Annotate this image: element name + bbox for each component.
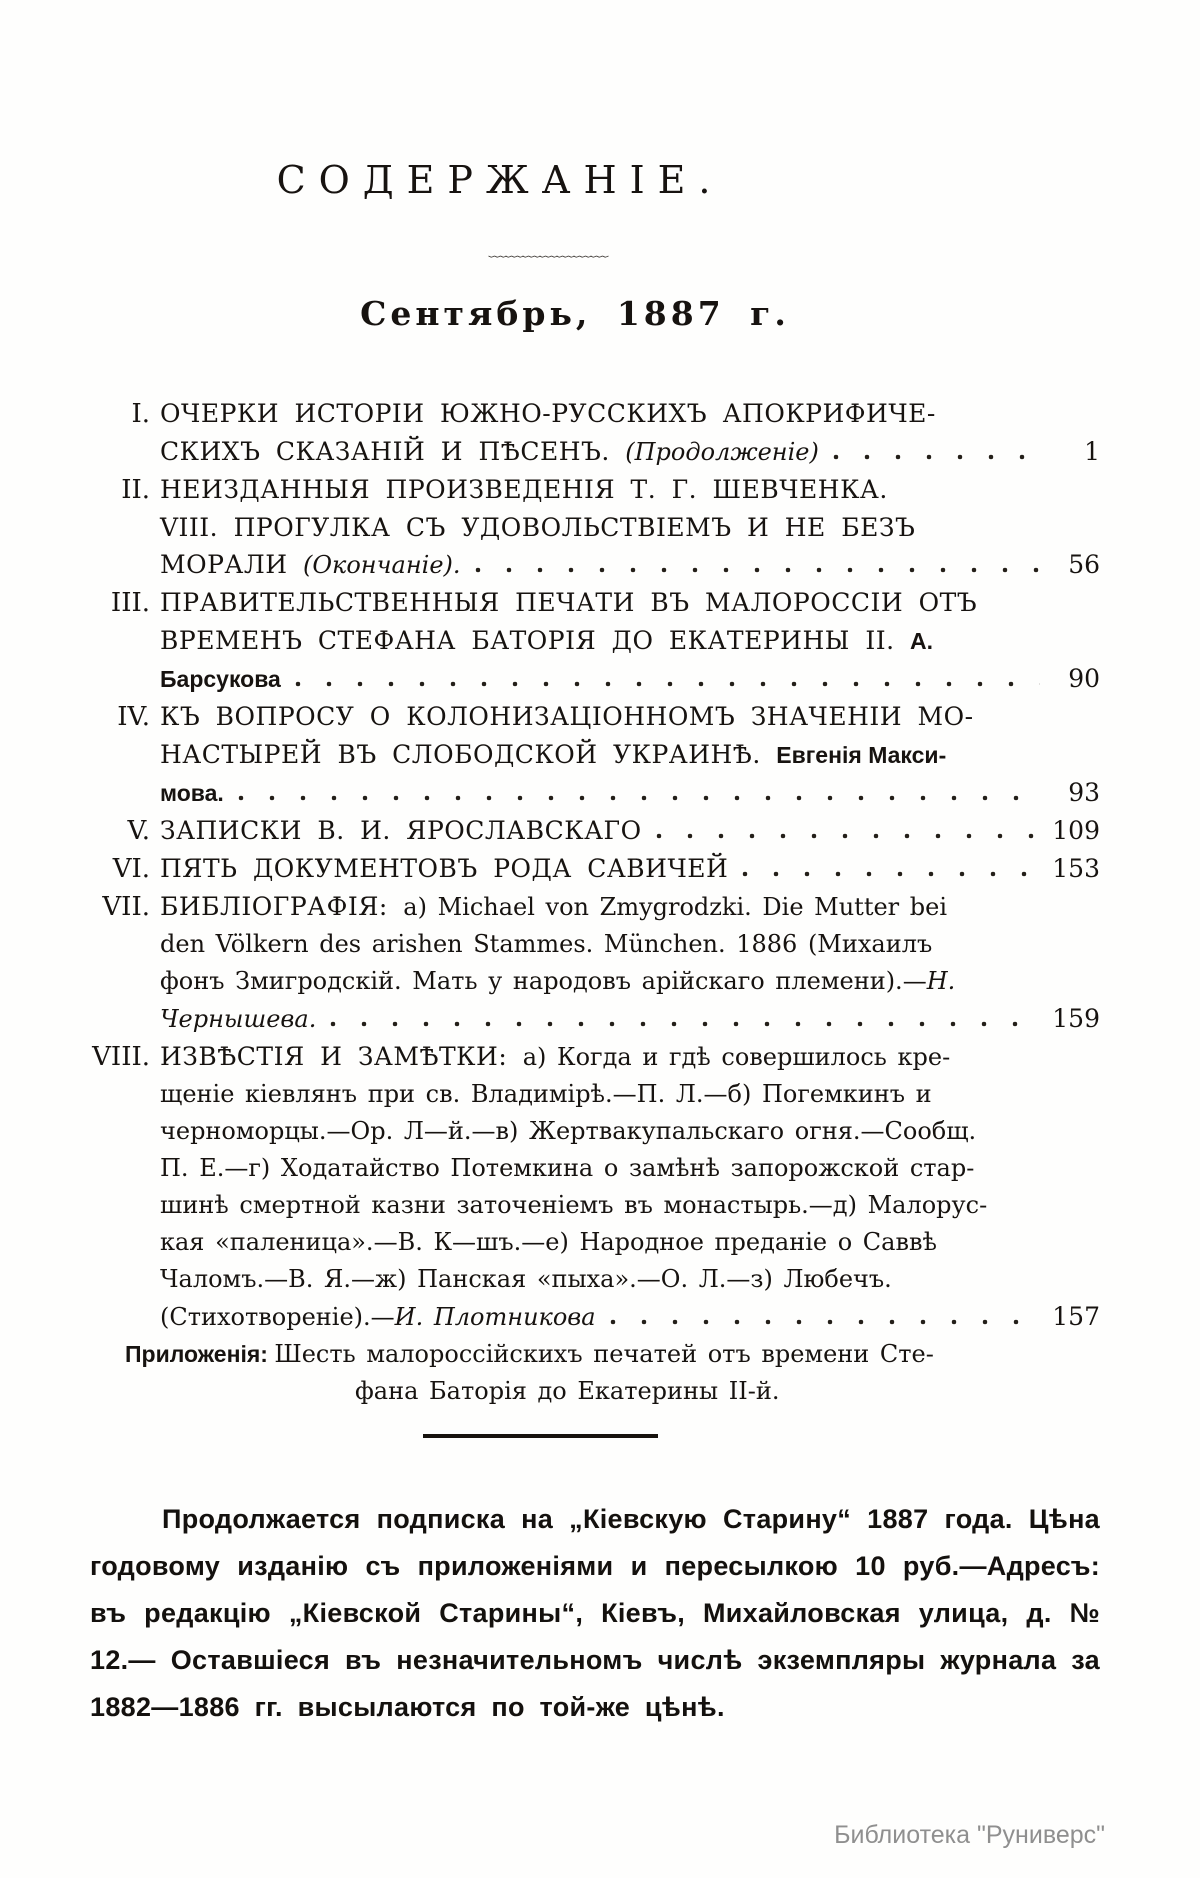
toc-line-text: Шесть малороссійскихъ печатей отъ времени Сте- — [274, 1340, 934, 1368]
toc-line-text: (Стихотвореніе).— — [160, 1303, 395, 1331]
toc-line-text: НЕИЗДАННЫЯ ПРОИЗВЕДЕНІЯ Т. Г. ШЕВЧЕНКА. — [160, 475, 888, 504]
toc-page-number: 157 — [1052, 1302, 1100, 1331]
toc-page-number: 93 — [1068, 778, 1100, 807]
toc-entry — [90, 888, 1100, 1038]
toc-line — [90, 395, 1100, 433]
subscription-announcement: Продолжается подписка на „Кіевскую Старину“ 1887 года. Цѣна годовому изданію съ приложеніями и пересылкою 10 руб.—Адресъ: въ редакцію „Кіевской Старины“, Кіевъ, Михайловская улица, д. № 12.— Оставшіеся въ незначительномъ числѣ экземпляры журнала за 1882—1886 гг. высылаются по той-же цѣнѣ. — [90, 1504, 1100, 1722]
dot-leader — [293, 679, 1040, 687]
toc-line-text: а) Michael von Zmygrodzki. Die Mutter bei — [403, 893, 948, 921]
toc-entry — [90, 698, 1100, 812]
toc-line — [90, 1224, 1100, 1261]
toc-line-text: фонъ Змигродскій. Мать у народовъ арійскаго племени).— — [160, 967, 927, 995]
toc-note-italic: (Окончаніе). — [302, 551, 461, 579]
dot-leader — [831, 452, 1040, 460]
section-divider — [423, 1434, 658, 1438]
toc-roman-numeral: VII. — [102, 892, 150, 922]
toc-line — [90, 736, 1100, 774]
toc-roman-numeral: V. — [127, 816, 150, 846]
toc-author: Барсукова — [160, 666, 281, 692]
toc-line-text: КЪ ВОПРОСУ О КОЛОНИЗАЦІОННОМЪ ЗНАЧЕНІИ МО- — [160, 702, 974, 731]
toc-line-text: МОРАЛИ — [160, 550, 303, 579]
toc-page-number: 90 — [1068, 664, 1100, 693]
toc-line — [90, 509, 1100, 546]
toc-line — [90, 1336, 1100, 1373]
toc-entry — [90, 1038, 1100, 1336]
toc-line — [90, 1261, 1100, 1298]
toc-line-text: ОЧЕРКИ ИСТОРІИ ЮЖНО-РУССКИХЪ АПОКРИФИЧЕ- — [160, 399, 936, 428]
toc-page-number: 159 — [1052, 1004, 1100, 1033]
toc-line-text: а) Когда и гдѣ совершилось кре- — [522, 1043, 951, 1071]
toc-line — [90, 698, 1100, 736]
toc-line — [90, 888, 1100, 926]
toc-entry — [90, 850, 1100, 888]
toc-page-number: 1 — [1084, 437, 1100, 466]
toc-line-text: den Völkern des arishen Stammes. München. 1886 (Михаилъ — [160, 930, 933, 958]
squiggle-ornament: ﹏﹏﹏﹏﹏﹏﹏ — [488, 240, 608, 258]
toc-line-text: СКИХЪ СКАЗАНІЙ И ПѢСЕНЪ. — [160, 437, 626, 466]
toc-roman-numeral: VIII. — [92, 1042, 150, 1072]
toc-line-text: Чаломъ.—В. Я.—ж) Панская «пыха».—О. Л.—з) Любечъ. — [160, 1265, 892, 1293]
table-of-contents — [90, 395, 1100, 1410]
dot-leader — [654, 831, 1039, 839]
dot-leader — [608, 1317, 1039, 1325]
toc-line-text: ЗАПИСКИ В. И. ЯРОСЛАВСКАГО — [160, 816, 642, 845]
toc-author: Н. — [926, 967, 956, 995]
toc-line-text: НАСТЫРЕЙ ВЪ СЛОБОДСКОЙ УКРАИНѢ. — [160, 740, 777, 769]
toc-line — [90, 1000, 1100, 1038]
toc-author: А. — [909, 628, 933, 654]
toc-author: мова. — [160, 780, 224, 806]
toc-line — [90, 546, 1100, 584]
issue-subtitle: Сентябрь, 1887 г. — [360, 294, 790, 333]
toc-note-italic: (Продолженіе) — [625, 438, 819, 466]
toc-line-text: черноморцы.—Ор. Л—й.—в) Жертвакупальскаго огня.—Сообщ. — [160, 1117, 977, 1145]
toc-entry — [90, 471, 1100, 584]
toc-line — [90, 660, 1100, 698]
toc-roman-numeral: I. — [131, 399, 150, 429]
toc-line — [90, 1187, 1100, 1224]
toc-page-number: 56 — [1068, 550, 1100, 579]
dot-leader — [328, 1019, 1038, 1027]
toc-line-text: ВРЕМЕНЪ СТЕФАНА БАТОРІЯ ДО ЕКАТЕРИНЫ II. — [160, 626, 910, 655]
toc-entry — [90, 584, 1100, 698]
toc-appendix — [90, 1336, 1100, 1410]
toc-line-text: фана Баторія до Екатерины II-й. — [355, 1377, 780, 1405]
dot-leader — [236, 793, 1040, 801]
toc-roman-numeral: IV. — [117, 702, 150, 732]
toc-line-text: ПРАВИТЕЛЬСТВЕННЫЯ ПЕЧАТИ ВЪ МАЛОРОССІИ ОТЪ — [160, 588, 978, 617]
toc-page-number: 109 — [1052, 816, 1100, 845]
toc-line — [90, 471, 1100, 509]
toc-line — [90, 850, 1100, 888]
toc-line-text: VIII. ПРОГУЛКА СЪ УДОВОЛЬСТВІЕМЪ И НЕ БЕЗЪ — [160, 513, 916, 542]
toc-line — [90, 584, 1100, 622]
toc-author: И. Плотникова — [394, 1303, 596, 1331]
page-title: СОДЕРЖАНІЕ. — [276, 158, 724, 202]
dot-leader — [740, 869, 1038, 877]
toc-line — [90, 963, 1100, 1000]
toc-entry — [90, 812, 1100, 850]
toc-line — [90, 1298, 1100, 1336]
toc-line — [90, 926, 1100, 963]
toc-line-text: кая «паленица».—В. К—шъ.—е) Народное преданіе о Саввѣ — [160, 1228, 937, 1256]
toc-line-text: шинѣ смертной казни заточеніемъ въ монастырь.—д) Малорус- — [160, 1191, 988, 1219]
toc-roman-numeral: III. — [110, 588, 150, 618]
toc-page-number: 153 — [1052, 854, 1100, 883]
toc-line — [90, 1113, 1100, 1150]
toc-author: Евгенія Макси- — [776, 742, 947, 768]
toc-line — [90, 812, 1100, 850]
toc-line — [90, 1076, 1100, 1113]
toc-line — [90, 1373, 1100, 1410]
toc-roman-numeral: II. — [121, 475, 150, 505]
toc-line-text: щеніе кіевлянъ при св. Владимірѣ.—П. Л.—б) Погемкинъ и — [160, 1080, 932, 1108]
toc-line-text: ИЗВѢСТІЯ И ЗАМѢТКИ: — [160, 1042, 523, 1071]
toc-line — [90, 774, 1100, 812]
toc-line — [90, 433, 1100, 471]
toc-entry — [90, 395, 1100, 471]
appendix-label: Приложенія: — [125, 1341, 275, 1367]
toc-line — [90, 1150, 1100, 1187]
toc-line-text: ПЯТЬ ДОКУМЕНТОВЪ РОДА САВИЧЕЙ — [160, 854, 729, 883]
toc-line — [90, 622, 1100, 660]
toc-line — [90, 1038, 1100, 1076]
toc-line-text: П. Е.—г) Ходатайство Потемкина о замѣнѣ запорожской стар- — [160, 1154, 975, 1182]
dot-leader — [473, 565, 1040, 573]
toc-line-text: БИБЛІОГРАФІЯ: — [160, 892, 404, 921]
toc-roman-numeral: VI. — [112, 854, 150, 884]
toc-author: Чернышева. — [160, 1005, 317, 1033]
library-watermark: Библиотека "Руниверс" — [834, 1821, 1105, 1849]
